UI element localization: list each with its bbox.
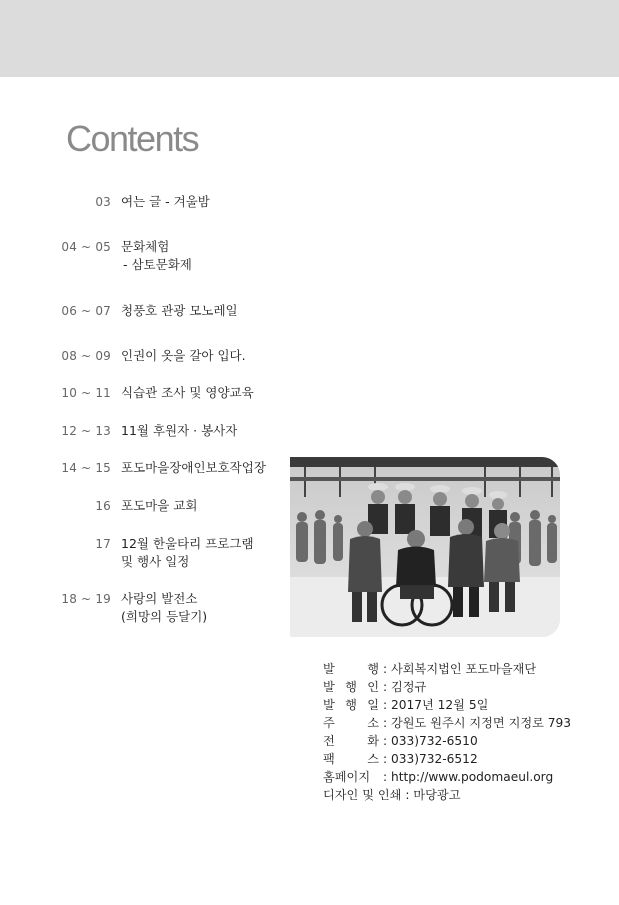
toc-page-number: 10 ~ 11	[61, 386, 111, 400]
toc-title: 여는 글 - 겨울밤	[121, 194, 210, 209]
toc-page-number: 12 ~ 13	[61, 424, 111, 438]
header-band	[0, 0, 619, 77]
toc-title: 청풍호 관광 모노레일	[121, 303, 238, 318]
colophon-homepage: 홈페이지 : http://www.podomaeul.org	[323, 770, 554, 784]
page-title: Contents	[66, 118, 199, 159]
toc-page-number: 16	[95, 499, 111, 513]
toc-page-number: 04 ~ 05	[61, 240, 111, 254]
toc-title: 문화체험 - 삼토문화제	[121, 239, 192, 272]
colophon-fax: 팩 스 : 033)732-6512	[323, 752, 478, 766]
toc-title: 식습관 조사 및 영양교육	[121, 385, 254, 400]
colophon-design: 디자인 및 인쇄 : 마당광고	[323, 788, 461, 802]
homepage-link[interactable]: http://www.podomaeul.org	[391, 770, 554, 784]
toc-page-number: 18 ~ 19	[61, 592, 111, 606]
toc-page-number: 17	[95, 537, 111, 551]
toc-title: 포도마을 교회	[121, 498, 198, 513]
toc-title: 12월 한울타리 프로그램 및 행사 일정	[121, 536, 254, 569]
toc-title: 인권이 옷을 갈아 입다.	[121, 348, 246, 363]
toc-title: 포도마을장애인보호작업장	[121, 460, 266, 475]
colophon-date: 발 행 일 : 2017년 12월 5일	[323, 698, 489, 712]
colophon-publisher: 발 행 : 사회복지법인 포도마을재단	[323, 662, 537, 676]
colophon	[323, 660, 571, 804]
toc-title: 11월 후원자 · 봉사자	[121, 423, 238, 438]
toc-page-number: 06 ~ 07	[61, 304, 111, 318]
toc-page-number: 03	[95, 195, 111, 209]
colophon-phone: 전 화 : 033)732-6510	[323, 734, 478, 748]
toc-page-number: 14 ~ 15	[61, 461, 111, 475]
colophon-address: 주 소 : 강원도 원주시 지정면 지정로 793	[323, 716, 572, 730]
group-photo	[290, 457, 560, 637]
toc-title: 사랑의 발전소 (희망의 등달기)	[121, 591, 208, 624]
colophon-issuer: 발 행 인 : 김정규	[323, 680, 427, 694]
toc-page-number: 08 ~ 09	[61, 349, 111, 363]
